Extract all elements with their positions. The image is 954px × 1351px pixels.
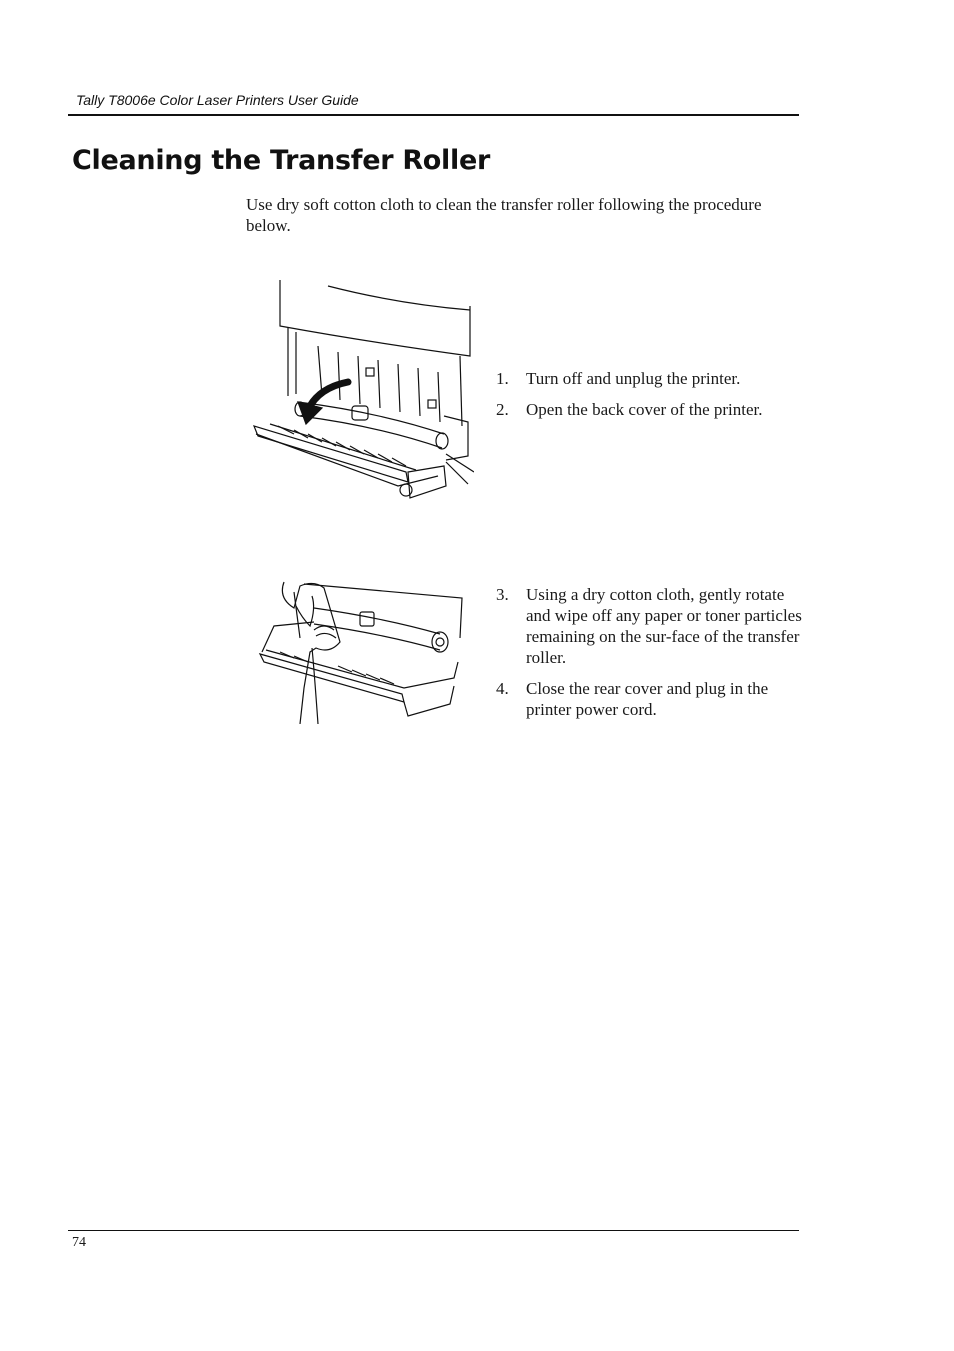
list-item: [494, 678, 804, 720]
list-item: [494, 368, 804, 389]
header-rule: [68, 114, 799, 116]
step-text: Close the rear cover and plug in the printer power cord.: [526, 679, 769, 719]
steps-list-1: [494, 368, 804, 430]
list-item: [494, 584, 804, 668]
footer-rule: [68, 1230, 799, 1231]
running-header: Tally T8006e Color Laser Printers User Guide: [76, 92, 359, 108]
steps-list-2: [494, 584, 804, 730]
step-number: 4.: [496, 679, 509, 698]
step-text: Open the back cover of the printer.: [526, 400, 763, 419]
step-number: 1.: [496, 369, 509, 388]
step-text: Turn off and unplug the printer.: [526, 369, 741, 388]
printer-open-back-cover-illustration: [248, 276, 474, 514]
step-text: Using a dry cotton cloth, gently rotate and wipe off any paper or toner particles remaining on the sur-face of the transfer roller.: [526, 585, 802, 667]
hand-wiping-transfer-roller-illustration: [254, 578, 466, 724]
page-number: 74: [72, 1235, 86, 1250]
list-item: [494, 399, 804, 420]
intro-paragraph: Use dry soft cotton cloth to clean the transfer roller following the procedure below.: [246, 195, 762, 235]
page-title: Cleaning the Transfer Roller: [72, 145, 490, 176]
step-number: 3.: [496, 585, 509, 604]
step-number: 2.: [496, 400, 509, 419]
